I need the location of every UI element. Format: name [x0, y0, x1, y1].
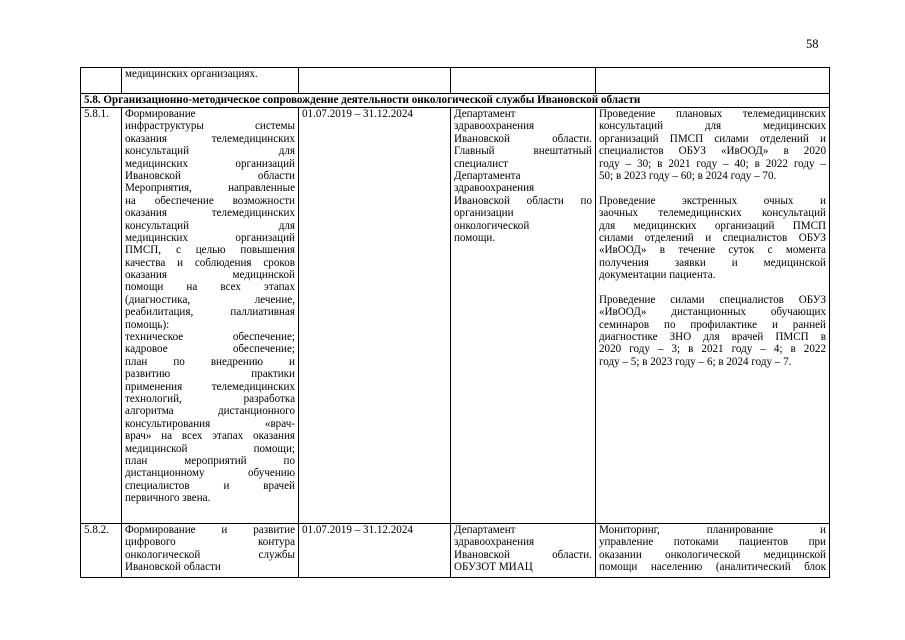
result-line: году – 30; в 2021 году – 40; в 2022 году – [599, 157, 826, 170]
responsible-line: здравоохранения [454, 182, 535, 195]
responsible-line: Департамент [454, 524, 516, 536]
result-line: консультаций для медицинских [599, 120, 826, 133]
table-row [81, 524, 830, 578]
activity-line: оказания телемедицинских [125, 207, 295, 220]
activity-line: технологий, разработка [125, 393, 295, 406]
period-text: 01.07.2019 – 31.12.2024 [302, 108, 413, 120]
result-line: Мониторинг, планирование и [599, 524, 826, 536]
result-line: оказании онкологической медицинской [599, 548, 826, 561]
activity-line: медицинской помощи; [125, 442, 295, 455]
result-line: Проведение экстренных очных и [599, 194, 826, 207]
activity-line: на обеспечение возможности [125, 194, 295, 207]
activity-line: Формирование и развитие [125, 524, 295, 536]
result-line: Проведение плановых телемедицинских [599, 108, 826, 120]
result-line: семинаров по профилактике и ранней [599, 318, 826, 331]
activity-line: консультирования «врач- [125, 417, 295, 430]
responsible-line: Ивановской области. [454, 132, 592, 145]
activity-line: помощь): [125, 318, 170, 331]
period-text: 01.07.2019 – 31.12.2024 [302, 524, 413, 536]
result-line: году – 5; в 2023 году – 6; в 2024 году – 7. [599, 355, 792, 368]
activity-line: реабилитация, паллиативная [125, 306, 295, 319]
activity-line: медицинских организаций [125, 231, 295, 244]
period-cell [299, 524, 451, 578]
activity-line: консультаций для [125, 219, 295, 232]
activity-line: план мероприятий по [125, 454, 295, 467]
activity-line: алгоритма дистанционного [125, 405, 295, 418]
activity-cell [122, 108, 299, 524]
activity-line: цифрового контура [125, 536, 295, 549]
activity-line: консультаций для [125, 145, 295, 158]
result-line: силами отделений и специалистов ОБУЗ [599, 231, 826, 244]
result-line: «ИвООД» в течение суток с момента [599, 244, 826, 257]
paragraph-gap [599, 282, 826, 294]
activity-line: качества и соблюдения сроков [125, 256, 295, 269]
responsible-line: Ивановской области. [454, 548, 592, 561]
activity-line: (диагностика, лечение, [125, 293, 295, 306]
result-line: специалистов ОБУЗ «ИвООД» в 2020 [599, 145, 826, 158]
result-line: диагностике ЗНО для врачей ПМСП в [599, 331, 826, 344]
row-number: 5.8.2. [81, 524, 122, 578]
activity-line: план по внедрению и [125, 355, 295, 368]
responsible-line: Департамент [454, 108, 516, 120]
result-line: организаций ПМСП силами отделений и [599, 132, 826, 145]
responsible-line: организации [454, 207, 514, 220]
continuation-text: медицинских организациях. [125, 68, 258, 80]
responsible-line: здравоохранения [454, 120, 535, 133]
responsible-line: ОБУЗОТ МИАЦ [454, 561, 533, 574]
responsible-cell [451, 108, 596, 524]
cell-num-empty [81, 68, 122, 94]
activity-line: врач» на всех этапах оказания [125, 430, 295, 443]
activity-line: кадровое обеспечение; [125, 343, 295, 356]
result-line: Проведение силами специалистов ОБУЗ [599, 293, 826, 306]
activity-line: инфраструктуры системы [125, 120, 295, 133]
result-line: заочных телемедицинских консультаций [599, 207, 826, 220]
result-cell [596, 524, 830, 578]
activity-line: медицинских организаций [125, 157, 295, 170]
result-cell [596, 108, 830, 524]
activity-line: оказания телемедицинских [125, 132, 295, 145]
result-line: получения заявки и медицинской [599, 256, 826, 269]
responsible-line: здравоохранения [454, 536, 535, 549]
result-line: документации пациента. [599, 269, 716, 282]
row-number: 5.8.1. [81, 108, 122, 524]
activity-line: ПМСП, с целью повышения [125, 244, 295, 257]
period-cell [299, 108, 451, 524]
cell-activity [122, 68, 299, 94]
result-line: 50; в 2023 году – 60; в 2024 году – 70. [599, 169, 777, 182]
activity-cell [122, 524, 299, 578]
activity-line: Ивановской области [125, 169, 295, 182]
activity-line: специалистов и врачей [125, 479, 295, 492]
result-line: управление потоками пациентов при [599, 536, 826, 549]
page-number: 58 [806, 37, 819, 51]
section-title: 5.8. Организационно-методическое сопровождение деятельности онкологической службы Ивановской области [81, 94, 830, 108]
responsible-line: Департамента [454, 170, 521, 182]
activity-line: применения телемедицинских [125, 380, 295, 393]
result-line: для медицинских организаций ПМСП [599, 219, 826, 232]
result-line: «ИвООД» дистанционных обучающих [599, 306, 826, 319]
activity-line: Ивановской области [125, 561, 221, 574]
cell-responsible-empty [451, 68, 596, 94]
activity-line: помощи на всех этапах [125, 281, 295, 294]
table-row-continuation [81, 68, 830, 94]
responsible-line: онкологической [454, 219, 530, 232]
paragraph-gap [599, 182, 826, 194]
responsible-line: Главный внештатный [454, 145, 592, 158]
activity-line: развитию практики [125, 368, 295, 381]
cell-result-empty [596, 68, 830, 94]
responsible-line: специалист [454, 157, 508, 170]
result-line: помощи населению (аналитический блок [599, 561, 826, 574]
activity-line: техническое обеспечение; [125, 331, 295, 344]
section-header-row [81, 94, 830, 108]
responsible-cell [451, 524, 596, 578]
activity-line: дистанционному обучению [125, 467, 295, 480]
result-line: 2020 году – 3; в 2021 году – 4; в 2022 [599, 343, 826, 356]
activities-table [80, 67, 830, 578]
activity-line: Формирование [125, 108, 196, 120]
activity-line: онкологической службы [125, 548, 295, 561]
activity-line: оказания медицинской [125, 269, 295, 282]
activity-line: Мероприятия, направленные [125, 182, 295, 195]
table-row [81, 108, 830, 524]
activity-line: первичного звена. [125, 492, 211, 505]
cell-period-empty [299, 68, 451, 94]
responsible-line: помощи. [454, 232, 496, 245]
responsible-line: Ивановской области по [454, 194, 592, 207]
